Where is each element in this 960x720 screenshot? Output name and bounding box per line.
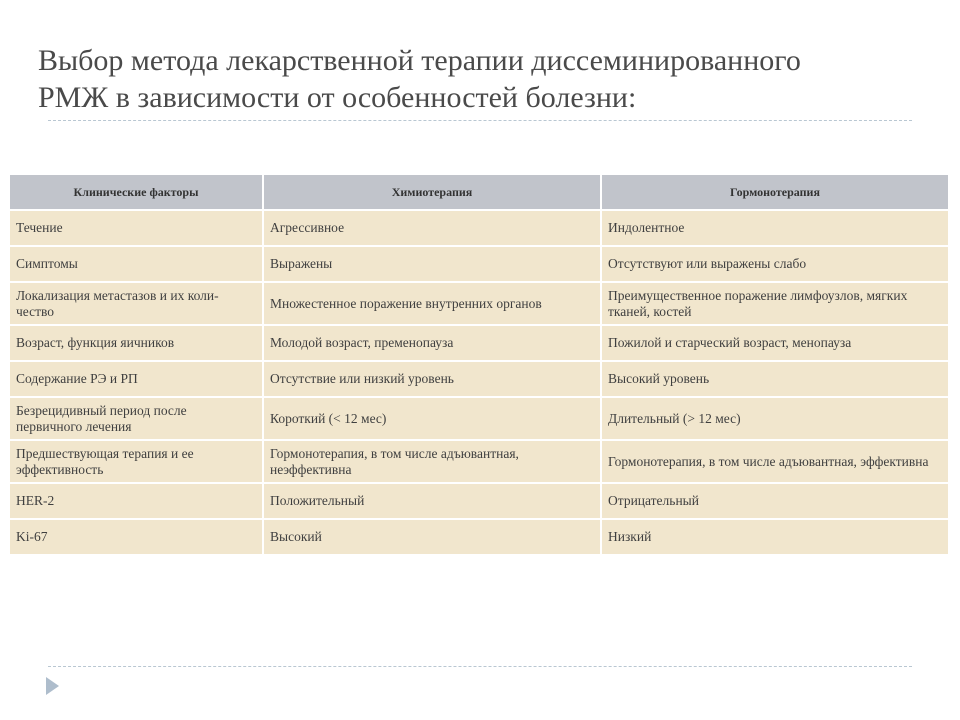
table-row: [10, 326, 948, 360]
cell-clinical-factor: Содержание РЭ и РП: [10, 362, 262, 396]
table-row: [10, 398, 948, 439]
table-row: [10, 441, 948, 482]
table-row: [10, 211, 948, 245]
cell-clinical-factor: HER-2: [10, 484, 262, 518]
table-body: [10, 211, 948, 554]
cell-chemotherapy: Молодой возраст, пременопауза: [264, 326, 600, 360]
cell-chemotherapy: Агрессивное: [264, 211, 600, 245]
therapy-comparison-table: [8, 173, 950, 556]
table-row: [10, 484, 948, 518]
play-arrow-icon[interactable]: [46, 677, 59, 695]
footer-divider: [48, 666, 912, 667]
cell-hormone-therapy: Преимущественное поражение лимфоузлов, мягких тканей, костей: [602, 283, 948, 324]
header-chemotherapy: Химиотерапия: [264, 175, 600, 209]
header-clinical-factors: Клинические факторы: [10, 175, 262, 209]
cell-hormone-therapy: Низкий: [602, 520, 948, 554]
header-hormone-therapy: Гормонотерапия: [602, 175, 948, 209]
cell-chemotherapy: Отсутствие или низкий уровень: [264, 362, 600, 396]
table-row: [10, 247, 948, 281]
cell-clinical-factor: Возраст, функция яичников: [10, 326, 262, 360]
table-row: [10, 283, 948, 324]
cell-hormone-therapy: Длительный (> 12 мес): [602, 398, 948, 439]
slide-title-line-2: РМЖ в зависимости от особенностей болезни:: [38, 81, 637, 114]
cell-clinical-factor: Локализация метастазов и их коли-чество: [10, 283, 262, 324]
table-header-row: [10, 175, 948, 209]
slide-title: [38, 42, 918, 116]
cell-hormone-therapy: Гормонотерапия, в том числе адъювантная, эффективна: [602, 441, 948, 482]
cell-clinical-factor: Ki-67: [10, 520, 262, 554]
table-row: [10, 362, 948, 396]
cell-hormone-therapy: Отсутствуют или выражены слабо: [602, 247, 948, 281]
slide-title-line-1: Выбор метода лекарственной терапии диссеминированного: [38, 44, 801, 77]
cell-chemotherapy: Высокий: [264, 520, 600, 554]
cell-clinical-factor: Течение: [10, 211, 262, 245]
cell-hormone-therapy: Отрицательный: [602, 484, 948, 518]
cell-hormone-therapy: Высокий уровень: [602, 362, 948, 396]
cell-chemotherapy: Положительный: [264, 484, 600, 518]
cell-chemotherapy: Гормонотерапия, в том числе адъювантная, неэффективна: [264, 441, 600, 482]
table-row: [10, 520, 948, 554]
cell-chemotherapy: Выражены: [264, 247, 600, 281]
cell-chemotherapy: Короткий (< 12 мес): [264, 398, 600, 439]
cell-clinical-factor: Безрецидивный период после первичного лечения: [10, 398, 262, 439]
cell-chemotherapy: Множестенное поражение внутренних органов: [264, 283, 600, 324]
cell-clinical-factor: Симптомы: [10, 247, 262, 281]
cell-hormone-therapy: Пожилой и старческий возраст, менопауза: [602, 326, 948, 360]
title-divider: [48, 120, 912, 121]
cell-hormone-therapy: Индолентное: [602, 211, 948, 245]
cell-clinical-factor: Предшествующая терапия и ее эффективность: [10, 441, 262, 482]
